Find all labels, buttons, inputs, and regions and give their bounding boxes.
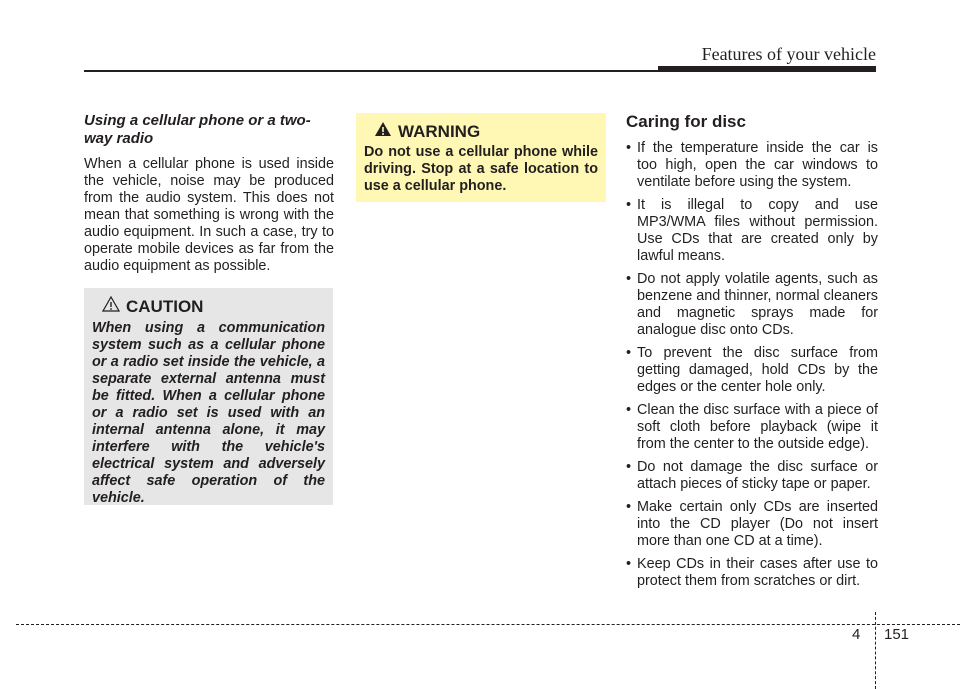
warning-text: Do not use a cellular phone while driving. Stop at a safe location to use a cellular phone. <box>364 144 598 194</box>
list-item: • If the temperature inside the car is too high, open the car windows to ventilate before using the system. <box>626 140 878 190</box>
list-item: • Do not damage the disc surface or attach pieces of sticky tape or paper. <box>626 459 878 492</box>
left-column <box>84 112 334 275</box>
caution-text: When using a communication system such as a cellular phone or a radio set inside the vehicle, a separate external antenna must be fitted. When a cellular phone or a radio set is used with an internal antenna alone, it may interfere with the vehicle's electrical system and adversely affect safe operation of the vehicle. <box>92 320 325 506</box>
caution-triangle-icon <box>102 296 120 317</box>
warning-box <box>356 113 606 202</box>
list-item: • Do not apply volatile agents, such as benzene and thinner, normal cleaners and magnetic sprays made for analogue disc onto CDs. <box>626 271 878 338</box>
footer-divider <box>875 612 876 689</box>
list-item: • Keep CDs in their cases after use to protect them from scratches or dirt. <box>626 556 878 589</box>
chapter-number: 4 <box>852 626 861 643</box>
list-item: • Make certain only CDs are inserted into the CD player (Do not insert more than one CD at a time). <box>626 499 878 549</box>
cellular-phone-heading: Using a cellular phone or a two-way radio <box>84 112 311 147</box>
warning-header <box>364 121 598 142</box>
warning-triangle-icon <box>374 121 392 142</box>
caring-for-disc-title: Caring for disc <box>626 112 746 131</box>
caring-for-disc-list <box>626 140 878 590</box>
right-column <box>626 112 878 596</box>
caution-title: CAUTION <box>126 296 204 316</box>
header-title: Features of your vehicle <box>701 44 876 64</box>
cellular-phone-body: When a cellular phone is used inside the vehicle, noise may be produced from the audio system. This does not mean that something is wrong with the audio equipment. In such a case, try to operate mobile devices as far from the audio equipment as possible. <box>84 156 334 274</box>
caution-box <box>84 288 333 505</box>
list-item: • It is illegal to copy and use MP3/WMA files without permission. Use CDs that are created only by lawful means. <box>626 197 878 264</box>
list-item: • Clean the disc surface with a piece of soft cloth before playback (wipe it from the center to the outside edge). <box>626 402 878 452</box>
footer-rule <box>16 624 960 625</box>
header-rule-accent <box>658 66 876 72</box>
page-number: 151 <box>884 626 910 643</box>
caution-header <box>92 296 325 317</box>
list-item: • To prevent the disc surface from getting damaged, hold CDs by the edges or the center hole only. <box>626 345 878 395</box>
warning-title: WARNING <box>398 121 481 141</box>
